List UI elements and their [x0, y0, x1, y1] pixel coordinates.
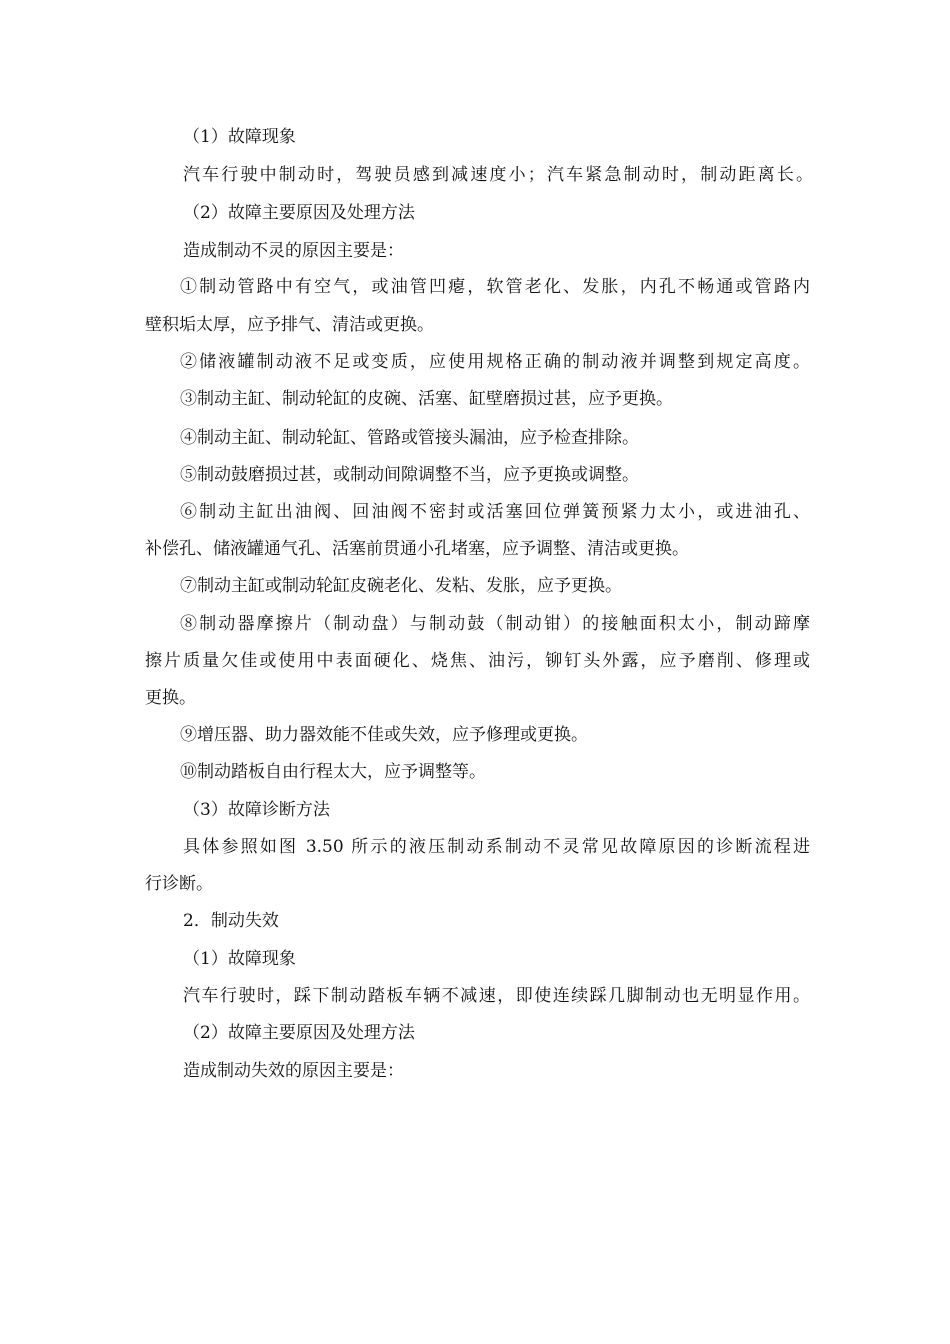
- paragraph-line: 汽车行驶中制动时，驾驶员感到减速度小；汽车紧急制动时，制动距离长。: [183, 165, 813, 185]
- subheading-diagnosis: （3）故障诊断方法: [183, 800, 330, 820]
- list-item-line: ⑥制动主缸出油阀、回油阀不密封或活塞回位弹簧预紧力太小，或进油孔、: [180, 502, 810, 522]
- paragraph-line: 造成制动失效的原因主要是：: [183, 1061, 404, 1081]
- paragraph-line: 汽车行驶时，踩下制动踏板车辆不减速，即使连续踩几脚制动也无明显作用。: [183, 986, 810, 1006]
- subheading-fault-symptom: （1）故障现象: [183, 949, 296, 969]
- list-item-line: ⑨增压器、助力器效能不佳或失效，应予修理或更换。: [180, 725, 588, 745]
- list-item-line: 更换。: [145, 688, 196, 708]
- list-item-line: ②储液罐制动液不足或变质，应使用规格正确的制动液并调整到规定高度。: [180, 352, 810, 372]
- list-item-line: ③制动主缸、制动轮缸的皮碗、活塞、缸壁磨损过甚，应予更换。: [180, 389, 673, 409]
- list-item-line: ⑤制动鼓磨损过甚，或制动间隙调整不当，应予更换或调整。: [180, 465, 639, 485]
- subheading-cause-treatment: （2）故障主要原因及处理方法: [183, 1023, 415, 1043]
- list-item-line: ⑧制动器摩擦片（制动盘）与制动鼓（制动钳）的接触面积太小，制动蹄摩: [180, 614, 810, 634]
- list-item-line: 补偿孔、储液罐通气孔、活塞前贯通小孔堵塞，应予调整、清洁或更换。: [145, 539, 689, 559]
- list-item-line: 擦片质量欠佳或使用中表面硬化、烧焦、油污，铆钉头外露，应予磨削、修理或: [145, 651, 810, 671]
- paragraph-line: 行诊断。: [145, 874, 213, 894]
- subheading-fault-symptom: （1）故障现象: [183, 127, 296, 147]
- list-item-line: ⑩制动踏板自由行程太大，应予调整等。: [180, 762, 486, 782]
- list-item-line: 壁积垢太厚，应予排气、清洁或更换。: [145, 315, 434, 335]
- list-item-line: ⑦制动主缸或制动轮缸皮碗老化、发粘、发胀，应予更换。: [180, 576, 622, 596]
- paragraph-line: 具体参照如图 3.50 所示的液压制动系制动不灵常见故障原因的诊断流程进: [183, 837, 810, 857]
- paragraph-line: 造成制动不灵的原因主要是：: [183, 241, 404, 261]
- subheading-cause-treatment: （2）故障主要原因及处理方法: [183, 203, 415, 223]
- list-item-line: ④制动主缸、制动轮缸、管路或管接头漏油，应予检查排除。: [180, 428, 639, 448]
- list-item-line: ①制动管路中有空气，或油管凹瘪，软管老化、发胀，内孔不畅通或管路内: [180, 277, 810, 297]
- section-heading-brake-failure: 2．制动失效: [183, 911, 279, 931]
